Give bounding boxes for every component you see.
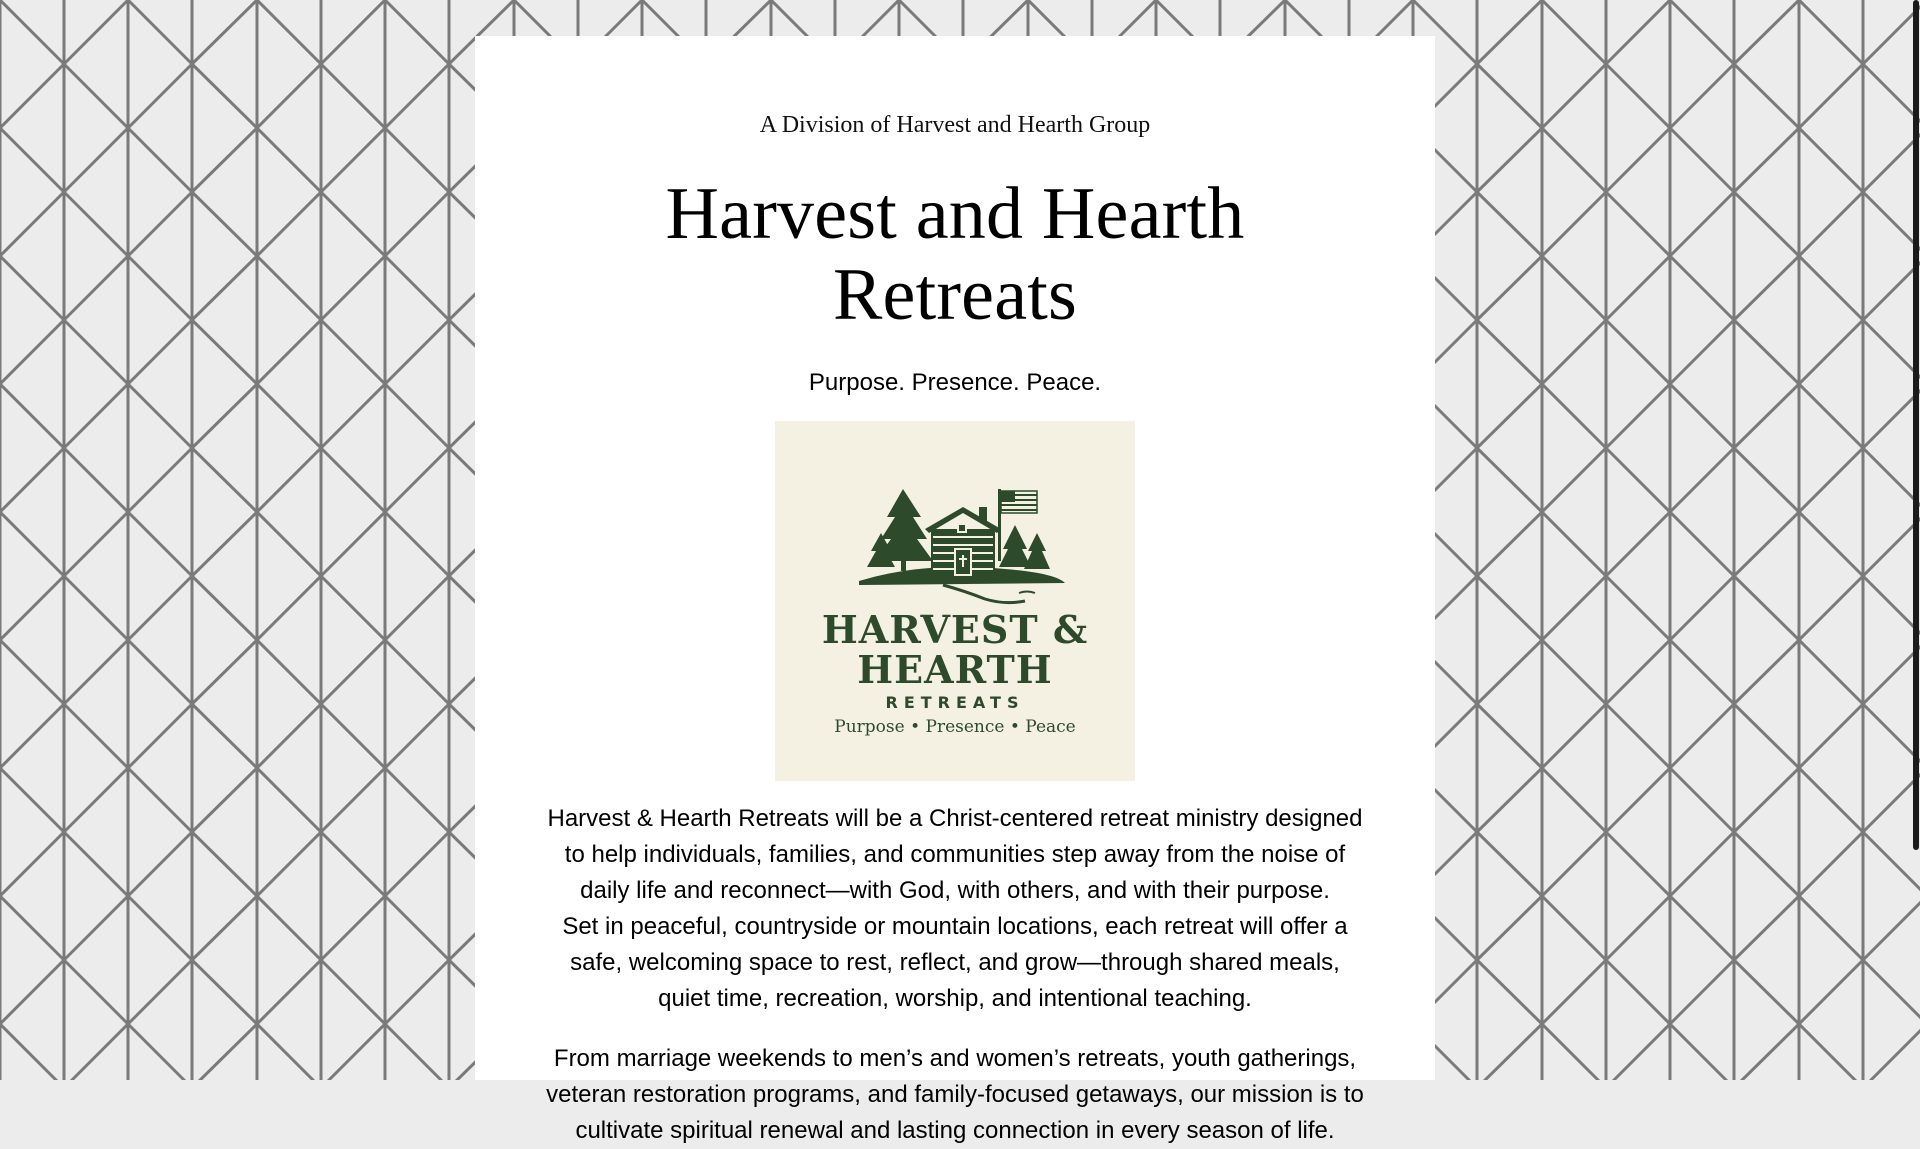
scrollbar-thumb[interactable] <box>1913 0 1919 850</box>
paragraph-line: Harvest & Hearth Retreats will be a Christ-centered retreat ministry designed <box>547 805 1363 833</box>
logo-tagline: Purpose • Presence • Peace <box>834 717 1076 738</box>
tagline: Purpose. Presence. Peace. <box>808 368 1102 396</box>
paragraph-line: to help individuals, families, and communities step away from the noise of <box>564 841 1346 869</box>
paragraph-line: daily life and reconnect—with God, with others, and with their purpose. <box>580 877 1330 905</box>
division-label: A Division of Harvest and Hearth Group <box>759 112 1151 138</box>
paragraph-line: safe, welcoming space to rest, reflect, and grow—through shared meals, <box>570 949 1340 977</box>
page-title: Harvest and Hearth Retreats <box>665 172 1245 337</box>
logo-wordmark-line2: HEARTH <box>857 647 1053 693</box>
logo-wordmark-line3: RETREATS <box>885 693 1025 713</box>
paragraph-line: Set in peaceful, countryside or mountain locations, each retreat will offer a <box>562 913 1348 941</box>
intro-paragraph <box>535 801 1375 1017</box>
mission-paragraph <box>535 1041 1375 1149</box>
logo-wordmark-line1: HARVEST & <box>821 607 1089 653</box>
content-card <box>475 36 1435 1145</box>
paragraph-line: From marriage weekends to men’s and women’s retreats, youth gatherings, <box>553 1045 1357 1073</box>
retreat-logo <box>775 421 1135 781</box>
paragraph-line: veteran restoration programs, and family-focused getaways, our mission is to <box>546 1081 1364 1109</box>
cabin-with-trees-and-flag-icon <box>775 421 1135 611</box>
paragraph-line: cultivate spiritual renewal and lasting connection in every season of life. <box>575 1117 1335 1145</box>
paragraph-line: quiet time, recreation, worship, and intentional teaching. <box>658 985 1252 1013</box>
page-scrollbar[interactable] <box>1911 0 1920 1080</box>
